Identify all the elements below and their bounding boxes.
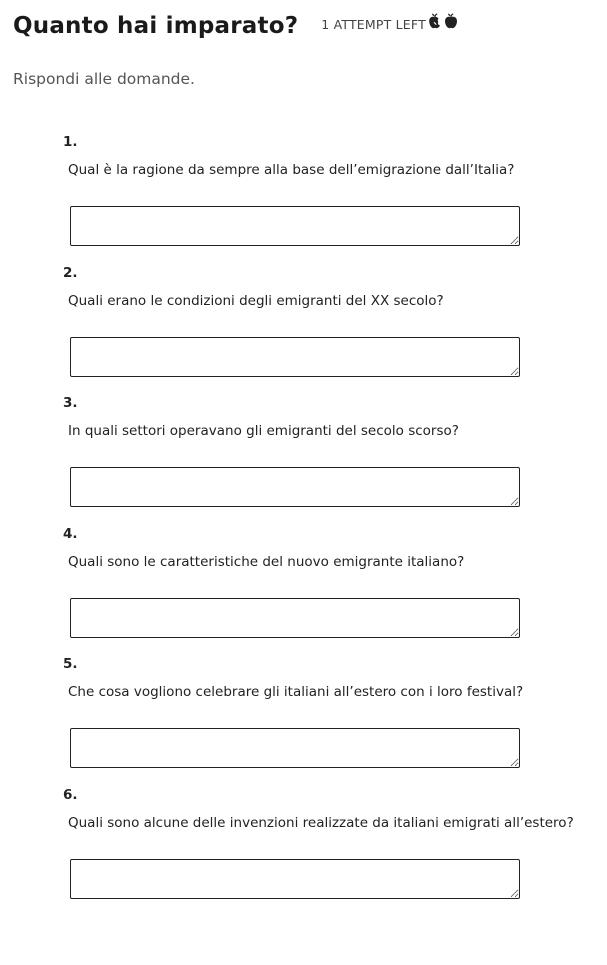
attempts-label: 1 ATTEMPT LEFT	[321, 16, 426, 32]
answer-input-2[interactable]	[70, 337, 520, 377]
question-list	[63, 134, 574, 917]
question-3	[63, 395, 563, 526]
question-text: Quali sono alcune delle invenzioni realizzate da italiani emigrati all’estero?	[68, 814, 574, 831]
question-text: Qual è la ragione da sempre alla base dell’emigrazione dall’Italia?	[68, 162, 515, 178]
question-number: 3.	[63, 395, 78, 411]
answer-input-5[interactable]	[70, 728, 520, 768]
attempts-indicator	[321, 16, 458, 32]
question-1	[63, 134, 563, 265]
answer-input-6[interactable]	[70, 859, 520, 899]
question-text: Quali erano le condizioni degli emigranti del XX secolo?	[68, 292, 444, 309]
question-number: 5.	[63, 656, 78, 672]
question-number: 6.	[63, 786, 78, 803]
question-number: 1.	[63, 134, 78, 150]
question-number: 2.	[63, 264, 78, 281]
question-text: Che cosa vogliono celebrare gli italiani all’estero con i loro festival?	[68, 684, 524, 700]
answer-input-3[interactable]	[70, 467, 520, 507]
apple-icon	[444, 13, 458, 29]
question-6	[63, 786, 574, 918]
page-title: Quanto hai imparato?	[13, 13, 299, 39]
answer-input-1[interactable]	[70, 206, 520, 246]
question-4	[63, 526, 563, 657]
question-2	[63, 265, 563, 396]
question-5	[63, 656, 563, 787]
question-text: In quali settori operavano gli emigranti del secolo scorso?	[68, 423, 459, 439]
bitten-apple-icon	[428, 13, 442, 29]
question-number: 4.	[63, 525, 78, 542]
question-text: Quali sono le caratteristiche del nuovo emigrante italiano?	[68, 553, 465, 570]
instructions-text: Rispondi alle domande.	[13, 70, 195, 88]
answer-input-4[interactable]	[70, 598, 520, 638]
quiz-header	[13, 8, 458, 44]
